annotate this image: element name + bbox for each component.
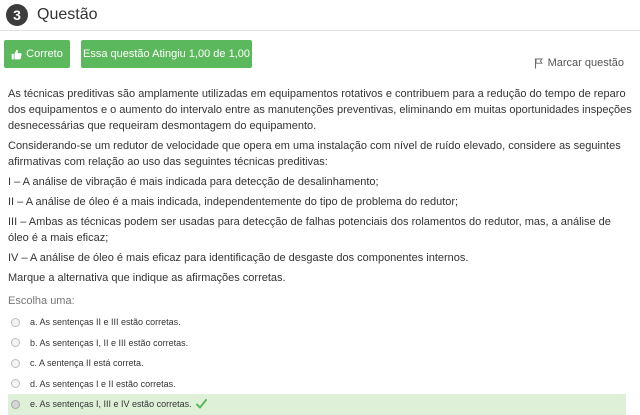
option-e-label: e. As sentenças I, III e IV estão corretas. xyxy=(30,399,192,410)
thumbs-up-icon xyxy=(11,49,22,60)
radio-option-c[interactable] xyxy=(11,359,20,368)
option-b-label: b. As sentenças I, II e III estão corretas. xyxy=(30,337,189,348)
stem-instruction: Marque a alternativa que indique as afirmações corretas. xyxy=(8,272,286,284)
correct-status-label: Correto xyxy=(26,48,63,60)
stem-statement-iv: IV – A análise de óleo é mais eficaz para identificação de desgaste dos componentes internos. xyxy=(8,252,469,264)
option-b[interactable] xyxy=(8,333,626,354)
radio-option-b[interactable] xyxy=(11,338,20,347)
flag-question-label: Marcar questão xyxy=(547,57,624,69)
header-divider xyxy=(0,30,640,31)
flag-icon xyxy=(534,58,544,69)
option-a[interactable] xyxy=(8,312,626,333)
checkmark-icon xyxy=(196,399,207,409)
answer-options xyxy=(8,312,626,415)
question-number-badge: 3 xyxy=(6,4,28,26)
radio-option-d[interactable] xyxy=(11,379,20,388)
option-c[interactable] xyxy=(8,353,626,374)
option-d[interactable] xyxy=(8,374,626,395)
stem-paragraph-context: Considerando-se um redutor de velocidade que opera em uma instalação com nível de ruído elevado, considere as seguintes afirmativas com relação ao uso das seguintes técnicas preditivas: xyxy=(8,140,621,168)
option-c-label: c. A sentença II está correta. xyxy=(30,358,144,369)
stem-paragraph-intro: As técnicas preditivas são amplamente utilizadas em equipamentos rotativos e contribuem para a redução do tempo de reparo dos equipamentos e o aumento do intervalo entre as manutenções preventivas, eliminando em muitas oportunidades inspeções desnecessárias que requeiram desmontagem do equipamento. xyxy=(8,88,632,132)
radio-option-a[interactable] xyxy=(11,318,20,327)
flag-question-link[interactable] xyxy=(534,57,624,69)
question-header xyxy=(6,3,97,27)
question-title: Questão xyxy=(37,6,98,23)
score-badge: Essa questão Atingiu 1,00 de 1,00 xyxy=(81,40,252,68)
option-a-label: a. As sentenças II e III estão corretas. xyxy=(30,317,181,328)
option-e[interactable] xyxy=(8,394,626,415)
option-d-label: d. As sentenças I e II estão corretas. xyxy=(30,378,176,389)
stem-statement-i: I – A análise de vibração é mais indicada para detecção de desalinhamento; xyxy=(8,176,379,188)
radio-option-e[interactable] xyxy=(11,400,20,409)
correct-status-badge xyxy=(4,40,70,68)
choose-one-label: Escolha uma: xyxy=(8,295,75,307)
stem-statement-ii: II – A análise de óleo é a mais indicada, independentemente do tipo de problema do redutor; xyxy=(8,196,459,208)
question-stem xyxy=(8,86,634,290)
stem-statement-iii: III – Ambas as técnicas podem ser usadas para detecção de falhas potenciais dos rolamentos do redutor, mas, a análise de óleo é a mais eficaz; xyxy=(8,216,611,244)
